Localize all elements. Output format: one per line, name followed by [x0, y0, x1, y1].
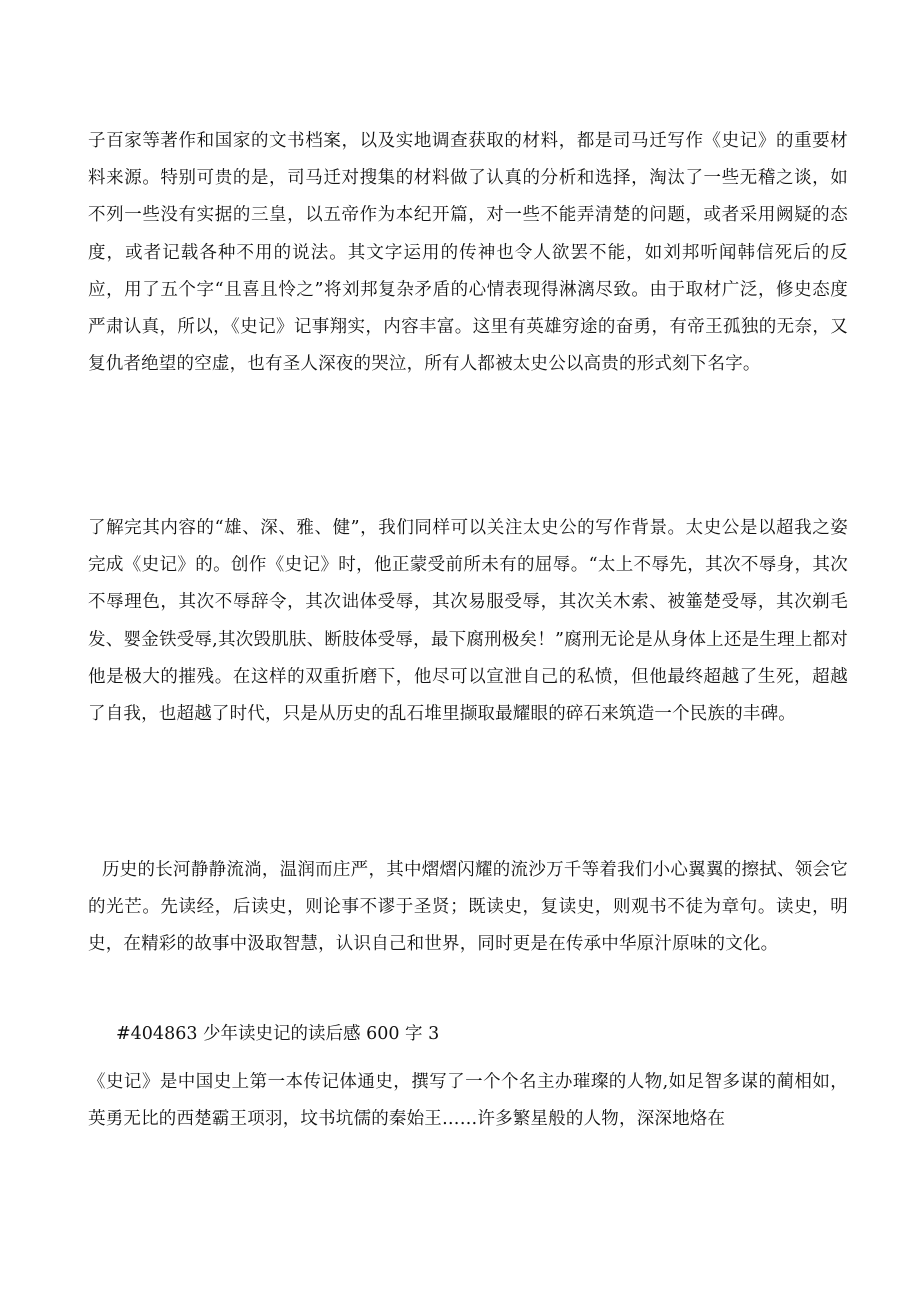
body-paragraph-2: 了解完其内容的“雄、深、雅、健”，我们同样可以关注太史公的写作背景。太史公是以超我之姿完成《史记》的。创作《史记》时，他正蒙受前所未有的屈辱。“太上不辱先，其次不辱身，其次不辱理色，其次不辱辞令，其次诎体受辱，其次易服受辱，其次关木索、被箠楚受辱，其次剃毛发、婴金铁受辱,其次毁肌肤、断肢体受辱，最下腐刑极矣！”腐刑无论是从身体上还是生理上都对他是极大的摧残。在这样的双重折磨下，他尽可以宣泄自己的私愤，但他最终超越了生死，超越了自我，也超越了时代，只是从历史的乱石堆里撷取最耀眼的碎石来筑造一个民族的丰碑。 [88, 518, 848, 725]
body-paragraph-4: 《史记》是中国史上第一本传记体通史，撰写了一个个名主办璀璨的人物,如足智多谋的蔺相如，英勇无比的西楚霸王项羽，坟书坑儒的秦始王……许多繁星般的人物，深深地烙在 [88, 1072, 848, 1130]
body-paragraph-1: 子百家等著作和国家的文书档案，以及实地调查获取的材料，都是司马迁写作《史记》的重要材料来源。特别可贵的是，司马迁对搜集的材料做了认真的分析和选择，淘汰了一些无稽之谈，如不列一些没有实据的三皇，以五帝作为本纪开篇，对一些不能弄清楚的问题，或者采用阙疑的态度，或者记载各种不用的说法。其文字运用的传神也令人欲罢不能，如刘邦听闻韩信死后的反应，用了五个字“且喜且怜之”将刘邦复杂矛盾的心情表现得淋漓尽致。由于取材广泛，修史态度严肃认真，所以，《史记》记事翔实，内容丰富。这里有英雄穷途的奋勇，有帝王孤独的无奈，又复仇者绝望的空虚，也有圣人深夜的哭泣，所有人都被太史公以高贵的形式刻下名字。 [88, 131, 848, 375]
body-paragraph-3: 历史的长河静静流淌，温润而庄严，其中熠熠闪耀的流沙万千等着我们小心翼翼的擦拭、领会它的光芒。先读经，后读史，则论事不谬于圣贤；既读史，复读史，则观书不徒为章句。读史，明史，在精彩的故事中汲取智慧，认识自己和世界，同时更是在传承中华原汁原味的文化。 [88, 860, 848, 955]
section-heading: #404863 少年读史记的读后感 600 字 3 [116, 1024, 440, 1044]
